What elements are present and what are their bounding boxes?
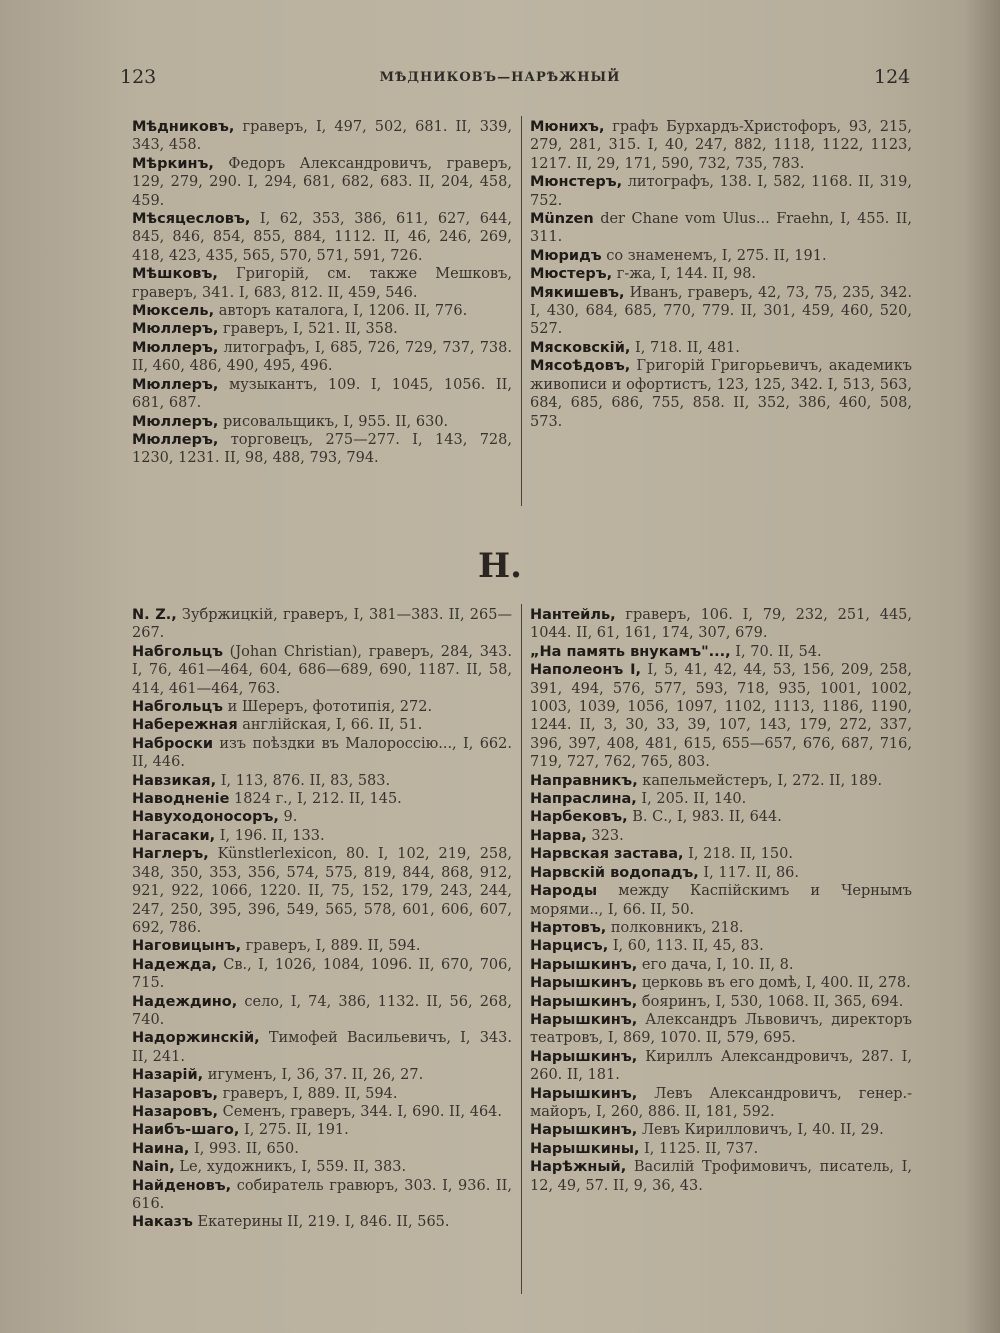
entry-headword: Мѣшковъ,: [132, 266, 218, 283]
entry-references: изъ поѣздки въ Малороссію..., I, 662. II, 446.: [132, 735, 512, 771]
entry-headword: Назарій,: [132, 1067, 204, 1084]
entry-headword: Наполеонъ I,: [530, 662, 641, 679]
index-entry: [530, 339, 912, 357]
entry-references: Кириллъ Александровичъ, 287. I, 260. II, 181.: [530, 1048, 912, 1084]
entry-references: I, 60, 113. II, 45, 83.: [608, 938, 764, 955]
index-entry: [530, 284, 912, 339]
index-entry: [530, 974, 912, 992]
entry-headword: Nain,: [132, 1159, 175, 1176]
page-number-right: 124: [874, 66, 911, 88]
section-letter-heading: Н.: [478, 546, 522, 586]
entry-headword: Мясоѣдовъ,: [530, 358, 631, 375]
entry-headword: Надоржинскій,: [132, 1030, 260, 1047]
index-entry: [530, 1011, 912, 1048]
entry-headword: Мѣркинъ,: [132, 155, 214, 172]
index-entry: [530, 265, 912, 283]
entry-headword: Мюллеръ,: [132, 376, 219, 393]
entry-headword: Назаровъ,: [132, 1085, 219, 1102]
index-entry: [132, 956, 512, 993]
entry-references: собиратель гравюръ, 303. I, 936. II, 616.: [132, 1177, 512, 1212]
index-entry: [132, 1213, 512, 1231]
entry-headword: Навзикая,: [132, 772, 217, 789]
index-entry: [530, 808, 912, 826]
entry-headword: Наговицынъ,: [132, 938, 242, 955]
index-entry: [530, 661, 912, 771]
entry-references: англійская, I, 66. II, 51.: [237, 717, 423, 734]
entry-headword: Мюнихъ,: [530, 119, 605, 135]
entry-references: I, 196. II, 133.: [215, 827, 325, 844]
entry-references: капельмейстеръ, I, 272. II, 189.: [637, 772, 883, 789]
index-entry: [132, 606, 512, 643]
index-entry: [132, 155, 512, 210]
index-entry: [132, 698, 512, 716]
index-entry: [132, 339, 512, 376]
index-entry: [530, 919, 912, 937]
index-entry: [132, 808, 512, 826]
entry-references: Тимофей Васильевичъ, I, 343. II, 241.: [132, 1030, 512, 1065]
index-entry: [530, 173, 912, 210]
index-entry: [132, 716, 512, 734]
index-entry: [530, 247, 912, 265]
entry-headword: Нарышкинъ,: [530, 1048, 638, 1065]
index-entry: [132, 302, 512, 320]
index-column-bottom-left: [132, 606, 512, 1232]
entry-references: Василій Трофимовичъ, писатель, I, 12, 49, 57. II, 9, 36, 43.: [530, 1159, 912, 1194]
entry-references: игуменъ, I, 36, 37. II, 26, 27.: [203, 1067, 424, 1084]
entry-headword: Мюллеръ,: [132, 413, 219, 430]
entry-references: граверъ, 106. I, 79, 232, 251, 445, 1044. II, 61, 161, 174, 307, 679.: [530, 607, 912, 642]
entry-headword: Мѣсяцесловъ,: [132, 211, 251, 228]
entry-references: литографъ, 138. I, 582, 1168. II, 319, 752.: [530, 174, 912, 209]
entry-references: I, 718. II, 481.: [630, 339, 740, 356]
index-entry: [132, 413, 512, 431]
entry-references: I, 5, 41, 42, 44, 53, 156, 209, 258, 391, 494, 576, 577, 593, 718, 935, 1001, 1002, 1003, 1039, 1056, 1097, 1102, 1113, 1186, 1190, 1244. II, 3, 30, 33, 39, 107, 143, 179, 272, 337, 396, 397, 408, 481, 615, 655—657, 676, 687, 716, 719, 727, 762, 765, 803.: [530, 662, 913, 771]
entry-headword: Мюридъ: [530, 247, 602, 264]
entry-headword: Наводненіе: [132, 791, 230, 808]
entry-references: der Chane vom Ulus... Fraehn, I, 455. II, 311.: [530, 211, 912, 246]
entry-references: и Шереръ, фототипія, 272.: [223, 699, 433, 716]
entry-references: Семенъ, граверъ, 344. I, 690. II, 464.: [218, 1103, 503, 1120]
entry-references: 9.: [278, 809, 298, 826]
index-entry: [132, 1103, 512, 1121]
entry-headword: Нарцисъ,: [530, 938, 609, 955]
entry-headword: Мякишевъ,: [530, 284, 625, 301]
entry-headword: Нарышкинъ,: [530, 993, 638, 1010]
index-entry: [530, 937, 912, 955]
index-entry: [132, 735, 512, 772]
entry-headword: Нартовъ,: [530, 919, 607, 936]
entry-headword: Нарвскій водопадъ,: [530, 864, 699, 881]
entry-references: (Johan Christian), граверъ, 284, 343. I, 76, 461—464, 604, 686—689, 690, 1187. II, 58, 414, 461—464, 763.: [132, 643, 512, 697]
entry-headword: Нарышкинъ,: [530, 975, 638, 992]
index-entry: [132, 1066, 512, 1084]
entry-headword: Мясковскій,: [530, 339, 631, 356]
index-entry: [132, 1121, 512, 1139]
entry-headword: „На память внукамъ"...,: [530, 643, 731, 660]
index-entry: [132, 376, 512, 413]
entry-references: I, 113, 876. II, 83, 583.: [216, 772, 391, 789]
entry-references: полковникъ, 218.: [606, 919, 744, 936]
entry-headword: Нарышкинъ,: [530, 956, 638, 973]
running-title: МѢДНИКОВЪ—НАРѢЖНЫЙ: [379, 70, 621, 85]
entry-references: г-жа, I, 144. II, 98.: [612, 266, 757, 283]
entry-headword: Набгольцъ: [132, 643, 224, 660]
index-entry: [530, 643, 912, 661]
entry-headword: Надеждино,: [132, 993, 238, 1010]
entry-headword: Нантейль,: [530, 607, 616, 623]
entry-headword: Наказъ: [132, 1214, 193, 1231]
entry-headword: Нагасаки,: [132, 827, 216, 844]
entry-references: рисовальщикъ, I, 955. II, 630.: [218, 413, 449, 430]
index-entry: [530, 1158, 912, 1195]
index-entry: [530, 1048, 912, 1085]
index-entry: [132, 265, 512, 302]
entry-references: I, 70. II, 54.: [730, 643, 822, 660]
entry-references: со знаменемъ, I, 275. II, 191.: [601, 247, 827, 264]
index-entry: [530, 827, 912, 845]
entry-headword: Навуходоносоръ,: [132, 809, 279, 826]
column-divider-bottom: [521, 604, 522, 1294]
entry-references: I, 993. II, 650.: [189, 1140, 299, 1157]
index-column-top-left: [132, 118, 512, 468]
entry-references: I, 205. II, 140.: [636, 791, 747, 808]
entry-references: Екатерины II, 219. I, 846. II, 565.: [192, 1214, 450, 1231]
index-column-bottom-right: [530, 606, 912, 1195]
entry-headword: Мюнстеръ,: [530, 174, 623, 191]
entry-headword: Мюллеръ,: [132, 339, 219, 356]
index-entry: [530, 118, 912, 173]
entry-headword: Найденовъ,: [132, 1177, 232, 1194]
entry-references: Иванъ, граверъ, 42, 73, 75, 235, 342. I, 430, 684, 685, 770, 779. II, 301, 459, 460, 520, 527.: [530, 284, 912, 338]
entry-references: музыкантъ, 109. I, 1045, 1056. II, 681, 687.: [132, 376, 512, 412]
index-entry: [530, 1140, 912, 1158]
index-entry: [530, 606, 912, 643]
entry-headword: N. Z.,: [132, 607, 177, 623]
entry-headword: Нарышкинъ,: [530, 1011, 638, 1028]
index-entry: [530, 790, 912, 808]
entry-references: I, 1125. II, 737.: [639, 1140, 759, 1157]
entry-headword: Набгольцъ: [132, 699, 224, 716]
entry-headword: Народы: [530, 883, 598, 900]
entry-references: В. С., I, 983. II, 644.: [627, 809, 782, 826]
index-entry: [530, 357, 912, 431]
index-entry: [132, 1029, 512, 1066]
entry-headword: Мюллеръ,: [132, 431, 219, 448]
entry-headword: Мюстеръ,: [530, 266, 613, 283]
entry-headword: Мюксель,: [132, 303, 215, 320]
entry-references: его дача, I, 10. II, 8.: [637, 956, 794, 973]
entry-headword: Надежда,: [132, 956, 217, 973]
index-entry: [530, 864, 912, 882]
index-entry: [132, 993, 512, 1030]
index-entry: [132, 1140, 512, 1158]
entry-references: авторъ каталога, I, 1206. II, 776.: [214, 303, 468, 320]
entry-references: граверъ, I, 521. II, 358.: [218, 321, 398, 338]
entry-references: Св., I, 1026, 1084, 1096. II, 670, 706, 715.: [132, 956, 512, 992]
entry-headword: Нарѣжный,: [530, 1159, 627, 1176]
entry-headword: Наброски: [132, 735, 213, 752]
index-entry: [132, 320, 512, 338]
entry-references: Левъ Александровичъ, генер.-майоръ, I, 260, 886. II, 181, 592.: [530, 1085, 912, 1120]
entry-headword: Напраслина,: [530, 791, 637, 808]
entry-references: I, 275. II, 191.: [239, 1122, 349, 1139]
index-entry: [530, 956, 912, 974]
entry-references: Григорій, см. также Мешковъ, граверъ, 341. I, 683, 812. II, 459, 546.: [132, 266, 512, 301]
entry-headword: Нарышкинъ,: [530, 1085, 638, 1102]
entry-references: граверъ, I, 889. II, 594.: [218, 1085, 398, 1102]
entry-references: Левъ Кирилловичъ, I, 40. II, 29.: [637, 1122, 884, 1139]
index-entry: [132, 937, 512, 955]
entry-references: I, 62, 353, 386, 611, 627, 644, 845, 846, 854, 855, 884, 1112. II, 46, 246, 269, 418, 423, 435, 565, 570, 571, 591, 726.: [132, 211, 512, 264]
index-entry: [132, 1177, 512, 1214]
entry-headword: Нарбековъ,: [530, 809, 628, 826]
page-number-left: 123: [120, 66, 157, 88]
index-entry: [530, 772, 912, 790]
entry-headword: Наибъ-шаго,: [132, 1122, 240, 1139]
entry-headword: Нарва,: [530, 827, 587, 844]
index-entry: [530, 1121, 912, 1139]
entry-headword: Назаровъ,: [132, 1103, 219, 1120]
index-entry: [530, 993, 912, 1011]
entry-references: Григорій Григорьевичъ, академикъ живописи и офортистъ, 123, 125, 342. I, 513, 563, 684, 685, 686, 755, 858. II, 352, 386, 460, 508, 573.: [530, 358, 912, 430]
index-entry: [132, 431, 512, 468]
index-entry: [132, 845, 512, 937]
entry-headword: Münzen: [530, 211, 594, 228]
entry-references: церковь въ его домѣ, I, 400. II, 278.: [637, 975, 911, 992]
index-entry: [530, 845, 912, 863]
entry-references: граверъ, I, 497, 502, 681. II, 339, 343, 458.: [132, 119, 512, 154]
entry-references: литографъ, I, 685, 726, 729, 737, 738. II, 460, 486, 490, 495, 496.: [132, 339, 512, 375]
index-entry: [132, 643, 512, 698]
entry-references: между Каспійскимъ и Чернымъ морями.., I, 66. II, 50.: [530, 883, 912, 918]
entry-headword: Нарышкины,: [530, 1140, 640, 1157]
page-edge-shadow: [964, 0, 1000, 1333]
index-column-top-right: [530, 118, 912, 431]
entry-references: Künstlerlexicon, 80. I, 102, 219, 258, 348, 350, 353, 356, 574, 575, 819, 844, 868, 912, 921, 922, 1066, 1220. II, 75, 152, 179, 243, 244, 247, 250, 395, 396, 549, 565, 578, 601, 606, 607, 692, 786.: [132, 846, 512, 936]
index-entry: [132, 210, 512, 265]
entry-headword: Направникъ,: [530, 772, 638, 789]
entry-references: граверъ, I, 889. II, 594.: [241, 938, 421, 955]
entry-references: графъ Бурхардъ-Христофоръ, 93, 215, 279, 281, 315. I, 40, 247, 882, 1118, 1122, 1123, 1217. II, 29, 171, 590, 732, 735, 783.: [530, 119, 912, 172]
entry-references: торговецъ, 275—277. I, 143, 728, 1230, 1231. II, 98, 488, 793, 794.: [132, 431, 512, 467]
index-entry: [132, 827, 512, 845]
entry-references: 323.: [586, 827, 624, 844]
index-entry: [132, 1158, 512, 1176]
entry-headword: Наглеръ,: [132, 846, 209, 863]
entry-references: Федоръ Александровичъ, граверъ, 129, 279, 290. I, 294, 681, 682, 683. II, 204, 458, 459.: [132, 155, 512, 209]
index-entry: [530, 882, 912, 919]
entry-references: Александръ Львовичъ, директоръ театровъ, I, 869, 1070. II, 579, 695.: [530, 1011, 912, 1047]
index-entry: [132, 772, 512, 790]
entry-references: I, 218. II, 150.: [683, 846, 793, 863]
entry-references: бояринъ, I, 530, 1068. II, 365, 694.: [637, 993, 904, 1010]
entry-references: Le, художникъ, I, 559. II, 383.: [174, 1159, 407, 1176]
entry-references: 1824 г., I, 212. II, 145.: [229, 791, 402, 808]
index-entry: [530, 1085, 912, 1122]
entry-headword: Набережная: [132, 717, 238, 734]
index-entry: [132, 118, 512, 155]
entry-references: Зубржицкій, граверъ, I, 381—383. II, 265—267.: [132, 607, 512, 642]
entry-headword: Мюллеръ,: [132, 321, 219, 338]
entry-headword: Нарвская застава,: [530, 846, 684, 863]
entry-headword: Нарышкинъ,: [530, 1122, 638, 1139]
index-entry: [132, 1085, 512, 1103]
index-entry: [132, 790, 512, 808]
entry-references: I, 117. II, 86.: [698, 864, 800, 881]
entry-headword: Мѣдниковъ,: [132, 119, 235, 135]
index-entry: [530, 210, 912, 247]
column-divider-top: [521, 116, 522, 506]
entry-references: село, I, 74, 386, 1132. II, 56, 268, 740.: [132, 993, 512, 1028]
entry-headword: Наина,: [132, 1140, 190, 1157]
